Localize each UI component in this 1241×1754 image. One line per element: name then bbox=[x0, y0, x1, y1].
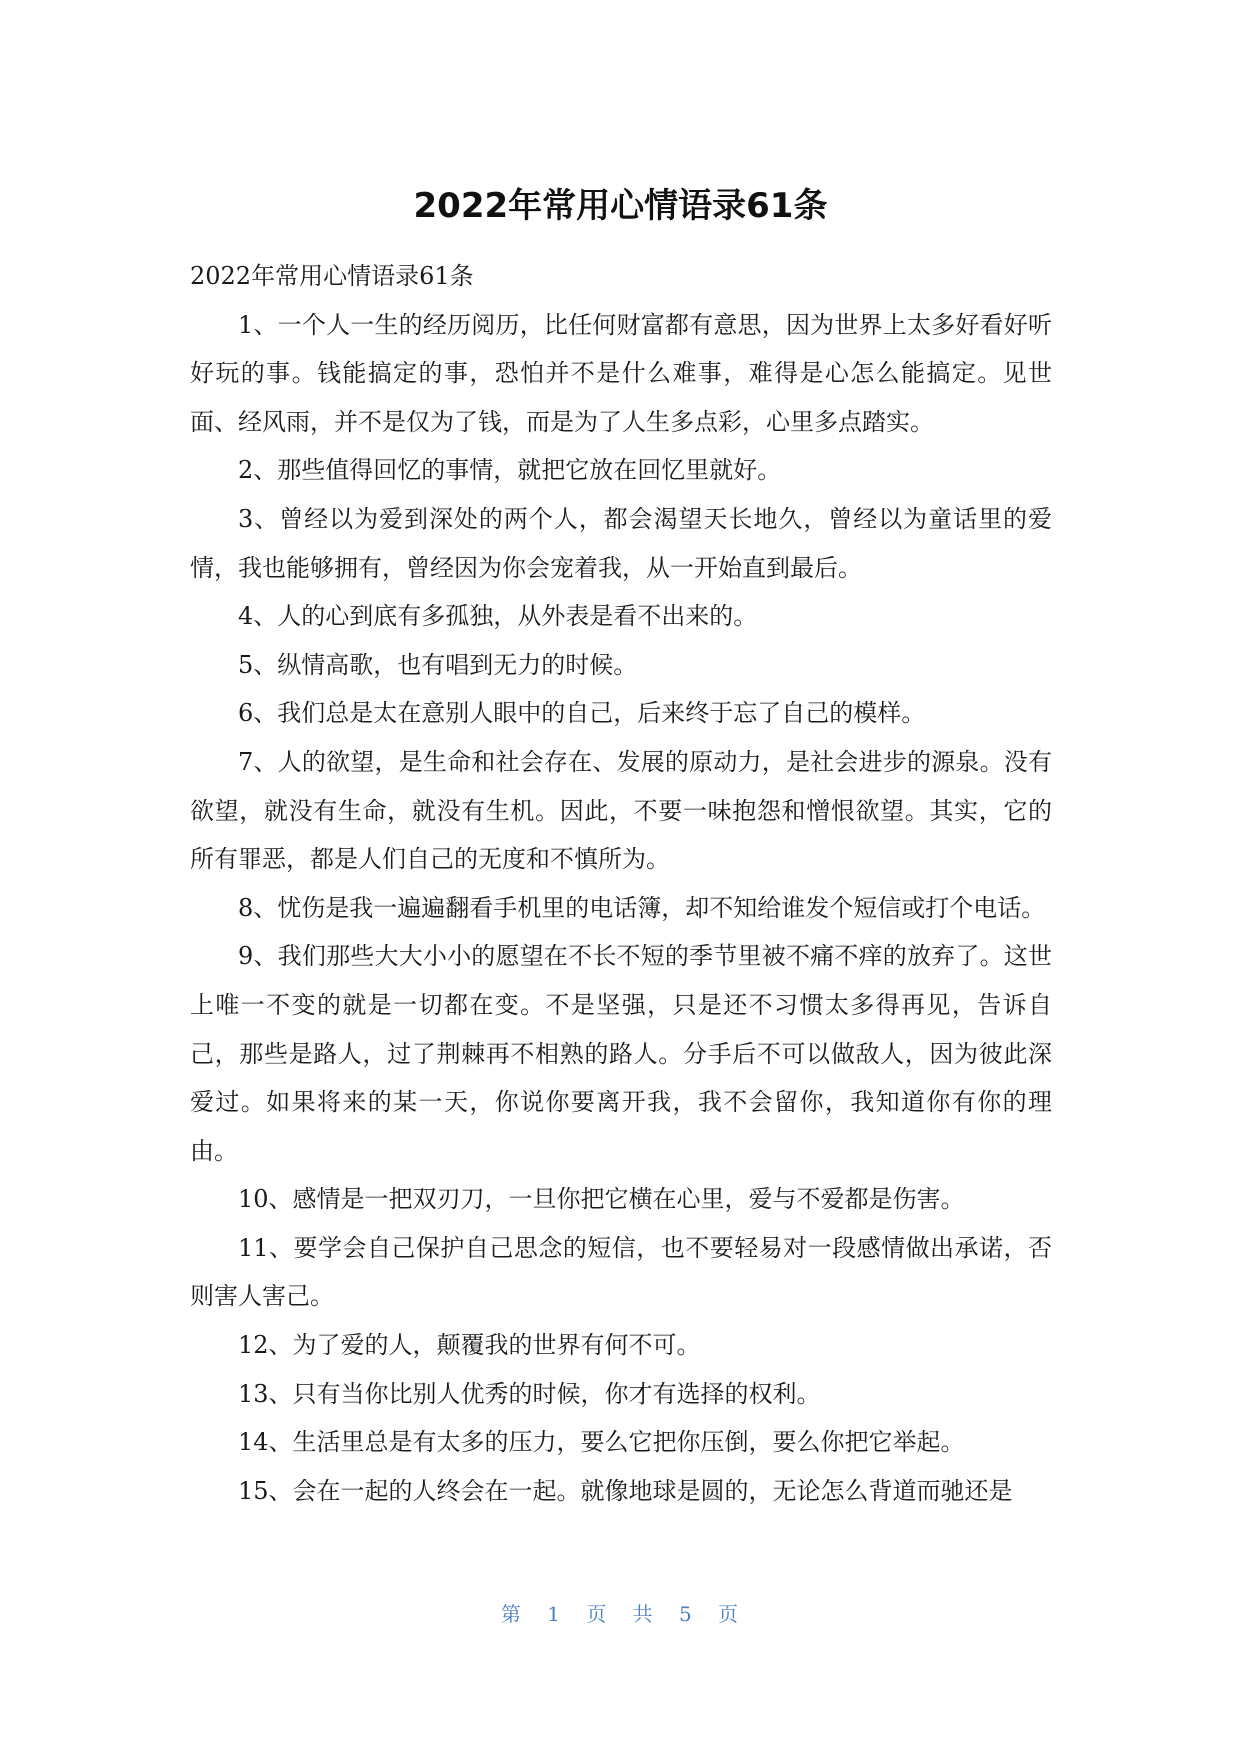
paragraph: 8、忧伤是我一遍遍翻看手机里的电话簿，却不知给谁发个短信或打个电话。 bbox=[238, 893, 1046, 922]
paragraph: 13、只有当你比别人优秀的时候，你才有选择的权利。 bbox=[238, 1379, 821, 1408]
document-subtitle: 2022年常用心情语录61条 bbox=[190, 262, 474, 290]
paragraph: 4、人的心到底有多孤独，从外表是看不出来的。 bbox=[238, 602, 758, 631]
paragraph: 5、纵情高歌，也有唱到无力的时候。 bbox=[238, 650, 638, 679]
paragraph: 11、要学会自己保护自己思念的短信，也不要轻易对一段感情做出承诺，否则害人害己。 bbox=[190, 1233, 1052, 1311]
document-body bbox=[190, 252, 1052, 1515]
page-number-footer: 第 1 页 共 5 页 bbox=[500, 1602, 741, 1626]
paragraph: 3、曾经以为爱到深处的两个人，都会渴望天长地久，曾经以为童话里的爱情，我也能够拥有，曾经因为你会宠着我，从一开始直到最后。 bbox=[190, 504, 1052, 582]
document-title: 2022年常用心情语录61条 bbox=[413, 186, 828, 226]
paragraph: 9、我们那些大大小小的愿望在不长不短的季节里被不痛不痒的放弃了。这世上唯一不变的就是一切都在变。不是坚强，只是还不习惯太多得再见，告诉自己，那些是路人，过了荆棘再不相熟的路人。分手后不可以做敌人，因为彼此深爱过。如果将来的某一天，你说你要离开我，我不会留你，我知道你有你的理由。 bbox=[190, 942, 1052, 1165]
paragraph: 15、会在一起的人终会在一起。就像地球是圆的，无论怎么背道而驰还是 bbox=[238, 1476, 1013, 1505]
paragraph: 1、一个人一生的经历阅历，比任何财富都有意思，因为世界上太多好看好听好玩的事。钱能搞定的事，恐怕并不是什么难事，难得是心怎么能搞定。见世面、经风雨，并不是仅为了钱，而是为了人生多点彩，心里多点踏实。 bbox=[190, 310, 1052, 436]
paragraph: 14、生活里总是有太多的压力，要么它把你压倒，要么你把它举起。 bbox=[238, 1428, 965, 1457]
paragraph: 7、人的欲望，是生命和社会存在、发展的原动力，是社会进步的源泉。没有欲望，就没有生命，就没有生机。因此，不要一味抱怨和憎恨欲望。其实，它的所有罪恶，都是人们自己的无度和不慎所为。 bbox=[190, 747, 1052, 874]
paragraph: 2、那些值得回忆的事情，就把它放在回忆里就好。 bbox=[238, 456, 782, 485]
paragraph: 12、为了爱的人，颠覆我的世界有何不可。 bbox=[238, 1331, 701, 1360]
paragraph: 6、我们总是太在意别人眼中的自己，后来终于忘了自己的模样。 bbox=[238, 699, 926, 728]
paragraph: 10、感情是一把双刃刀，一旦你把它横在心里，爱与不爱都是伤害。 bbox=[238, 1185, 965, 1214]
